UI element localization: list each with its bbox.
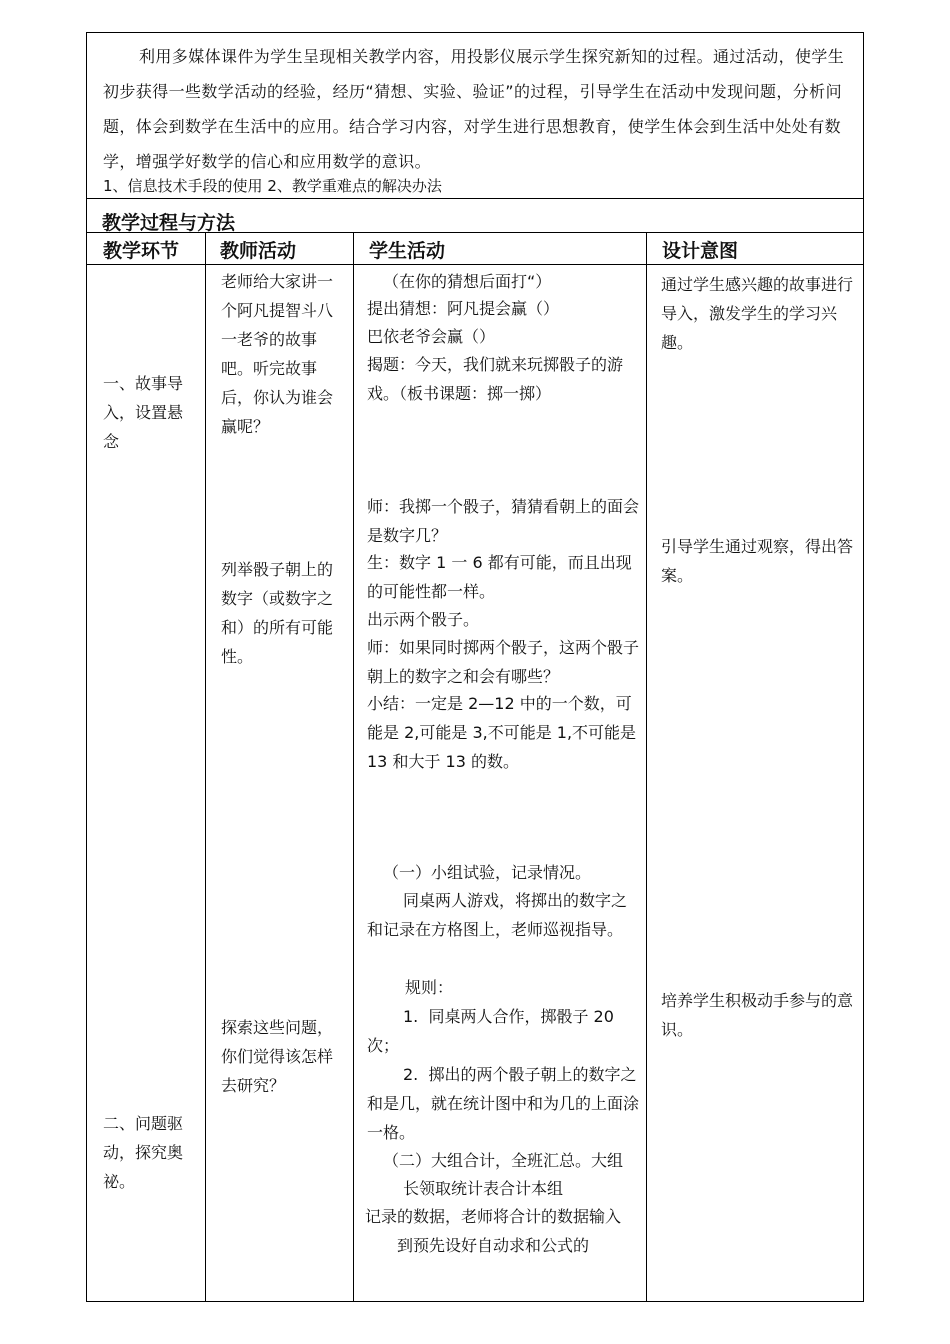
- row1-teacher-story: 老师给大家讲一个阿凡提智斗八一老爷的故事吧。听完故事后，你认为谁会赢呢？: [221, 272, 334, 436]
- row2-student-rule1: 1. 同桌两人合作，掷骰子 20 次；: [367, 1007, 619, 1055]
- border-right: [863, 32, 864, 1302]
- section-title: 教学过程与方法: [102, 212, 236, 234]
- col-divider-3: [646, 232, 647, 1302]
- row2-student-step2: （二）大组合计，全班汇总。大组: [383, 1151, 624, 1170]
- row2-teacher: 探索这些问题，你们觉得该怎样去研究？: [221, 1018, 334, 1095]
- row2-student-game: 同桌两人游戏，将掷出的数字之和记录在方格图上，老师巡视指导。: [367, 891, 628, 939]
- divider-intro: [86, 198, 864, 199]
- row2-student-step1: （一）小组试验，记录情况。: [383, 863, 592, 882]
- row1-student-summary: 小结：一定是 2—12 中的一个数，可能是 2,可能是 3,不可能是 1,不可能是 13 和大于 13 的数。: [367, 694, 642, 771]
- row1-student-line2: 提出猜想：阿凡提会赢（）: [367, 299, 560, 318]
- divider-header: [86, 264, 864, 265]
- row1-student-q1: 师：我掷一个骰子，猜猜看朝上的面会是数字几？: [367, 497, 640, 545]
- row2-student-rules-title: 规则：: [405, 978, 454, 997]
- row1-student-show: 出示两个骰子。: [367, 610, 480, 629]
- intro-note: 1、信息技术手段的使用 2、教学重难点的解决办法: [103, 177, 442, 195]
- column-header-teacher: 教师活动: [220, 240, 297, 262]
- row2-stage: 二、问题驱动，探究奥祕。: [103, 1114, 184, 1191]
- row2-student-line-c: 到预先设好自动求和公式的: [397, 1236, 590, 1255]
- row2-intent: 培养学生积极动手参与的意识。: [661, 991, 854, 1039]
- row2-student-line-b: 记录的数据，老师将合计的数据输入: [365, 1207, 622, 1226]
- row2-student-line-a: 长领取统计表合计本组: [403, 1179, 564, 1198]
- row1-student-line3: 巴依老爷会赢（）: [367, 327, 496, 346]
- column-header-intent: 设计意图: [662, 240, 739, 262]
- border-left: [86, 32, 87, 1302]
- row1-student-guess: （在你的猜想后面打“）: [383, 272, 552, 291]
- intro-paragraph: 利用多媒体课件为学生呈现相关教学内容，用投影仪展示学生探究新知的过程。通过活动，使学生初步获得一些数学活动的经验，经历“猜想、实验、验证”的过程，引导学生在活动中发现问题，分析问题，体会到数学在生活中的应用。结合学习内容，对学生进行思想教育，使学生体会到生活中处处有数学，增强学好数学的信心和应用数学的意识。: [103, 47, 845, 171]
- row1-student-q2: 师：如果同时掷两个骰子，这两个骰子朝上的数字之和会有哪些？: [367, 638, 640, 686]
- row1-intent-b: 引导学生通过观察，得出答案。: [661, 537, 854, 585]
- col-divider-1: [205, 232, 206, 1302]
- row1-student-a1: 生：数字 1 一 6 都有可能，而且出现的可能性都一样。: [367, 553, 632, 601]
- row2-student-rule2: 2. 掷出的两个骰子朝上的数字之和是几，就在统计图中和为几的上面涂一格。: [367, 1065, 640, 1142]
- row1-intent-a: 通过学生感兴趣的故事进行导入，激发学生的学习兴趣。: [661, 275, 854, 352]
- column-header-stage: 教学环节: [103, 240, 180, 262]
- row1-stage: 一、故事导入，设置悬念: [103, 374, 184, 451]
- col-divider-2: [353, 232, 354, 1302]
- row1-teacher-list: 列举骰子朝上的数字（或数字之和）的所有可能性。: [221, 560, 334, 666]
- border-top: [86, 32, 864, 33]
- column-header-student: 学生活动: [369, 240, 446, 262]
- row1-student-reveal: 揭题：今天，我们就来玩掷骰子的游戏。（板书课题：掷一掷）: [367, 355, 624, 403]
- border-bottom: [86, 1301, 864, 1302]
